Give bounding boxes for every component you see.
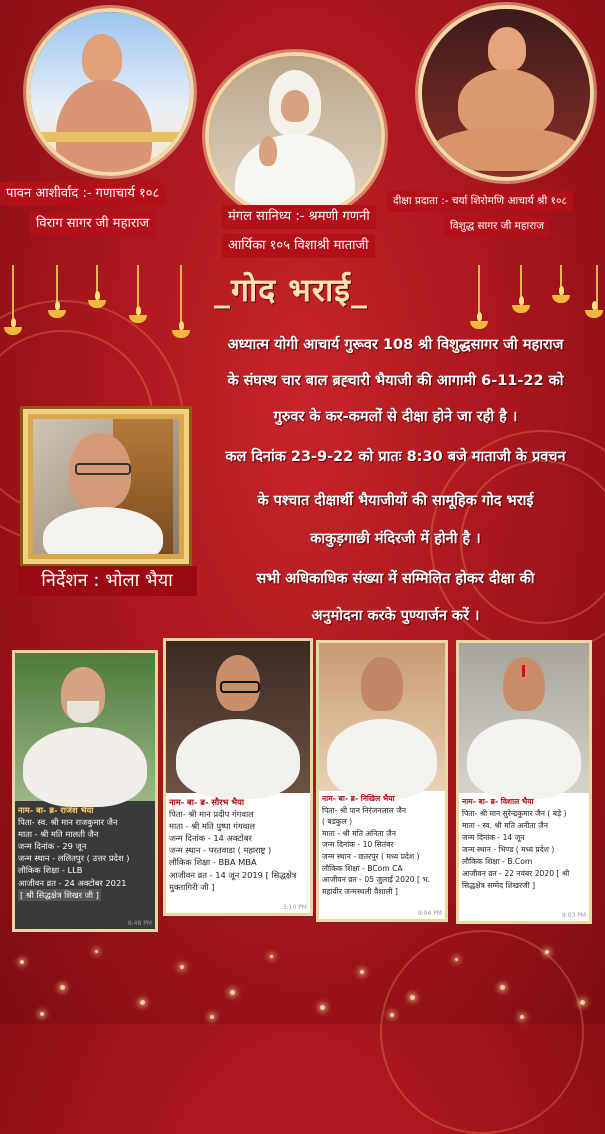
candidate-card-rajesh bbox=[12, 650, 158, 932]
candidate-details: नाम- बा- ब्र- राजेश भैया पिता- स्व. श्री मान राजकुमार जैन माता - श्री मति मालती जैन जन्म दिनांक - 29 जून जन्म स्थान - ललितपुर ( उत्तर प्रदेश ) लौकिक शिक्षा - LLB आजीवन व्रत - 24 अक्टोबर 2021 [ श्री सिद्धक्षेत्र शिखर जी ] bbox=[18, 805, 130, 900]
message-time: 9:03 PM bbox=[561, 912, 586, 919]
caption-virag-sagar: विराग सागर जी महाराज bbox=[30, 212, 155, 236]
candidate-card-saurabh bbox=[163, 638, 313, 916]
decorative-swirl bbox=[380, 930, 584, 1134]
acharya-vishuddh-sagar-photo bbox=[418, 5, 594, 181]
candidate-card-vishal bbox=[456, 640, 592, 924]
invitation-line: गुरुवर के कर-कमलों से दीक्षा होने जा रही है । bbox=[273, 409, 518, 425]
message-time: 8:48 PM bbox=[127, 920, 152, 927]
candidate-photo bbox=[166, 641, 310, 793]
caption-pawan-ashirwad: पावन आशीर्वाद :- गणाचार्य १०८ bbox=[0, 182, 165, 206]
message-time: 3:10 PM bbox=[282, 904, 307, 911]
invitation-line: कल दिनांक 23-9-22 को प्रातः 8:30 बजे माताजी के प्रवचन bbox=[225, 449, 566, 465]
invitation-line: के संघस्थ चार बाल ब्रह्चारी भैयाजी की आगामी 6-11-22 को bbox=[227, 373, 564, 389]
acharya-virag-sagar-photo bbox=[26, 8, 194, 176]
message-time: 9:04 PM bbox=[417, 910, 442, 917]
candidate-photo bbox=[459, 643, 589, 793]
bhola-bhaiya-photo bbox=[33, 419, 179, 554]
caption-diksha-pradata: दीक्षा प्रदाता :- चर्या शिरोमणि आचार्य श्री १०८ bbox=[387, 191, 573, 212]
page-title: _गोद भराई_ bbox=[214, 271, 369, 309]
candidate-card-nikhil bbox=[316, 640, 448, 922]
invitation-line: सभी अधिकाधिक संख्या में सम्मिलित होकर दीक्षा की bbox=[256, 571, 535, 587]
candidate-details: नाम- बा- ब्र- विशाल भैया पिता- श्री मान सुरेन्द्रकुमार जैन ( बड़े ) माता - स्व. श्री मति अनीता जैन जन्म दिनांक - 14 जून जन्म स्थान - भिण्ड ( मध्य प्रदेश ) लौकिक शिक्षा - B.Com आजीवन व्रत - 22 नवंबर 2020 [ श्री सिद्धक्षेत्र सम्मेद शिखरजी ] bbox=[462, 797, 570, 890]
invitation-line: अनुमोदना करके पुण्यार्जन करें । bbox=[311, 608, 480, 624]
caption-vishuddh-sagar: विशुद्ध सागर जी महाराज bbox=[444, 216, 550, 237]
candidate-details: नाम- बा- ब्र- सौरभ भैया पिता- श्री मान प्रदीप गंगवाल माता - श्री मति पुष्पा गंगवाल जन्म दिनांक - 14 अक्टोबर जन्म स्थान - परतवाडा ( महाराष्ट्र ) लौकिक शिक्षा - BBA MBA आजीवन व्रत - 14 जून 2019 [ सिद्धक्षेत्र मुक्तागिरी जी ] bbox=[169, 797, 297, 892]
caption-aryika: आर्यिका १०५ विशाश्री माताजी bbox=[222, 234, 375, 258]
invitation-line: के पश्चात दीक्षार्थी भैयाजीयों की सामूहिक गोद भराई bbox=[257, 493, 534, 509]
candidate-details: नाम- बा- ब्र- निखिल भैया पिता- श्री पान निरंजनलाल जैन ( बडकुल ) माता - श्री मति अनिता जैन जन्म दिनांक - 10 सितंबर जन्म स्थान - छतरपुर ( मध्य प्रदेश ) लौकिक शिक्षा - BCom CA आजीवन व्रत - 05 जुलाई 2020 [ भ. महावीर जन्मस्थली वैशाली ] bbox=[322, 794, 431, 896]
nirdeshan-label: निर्देशन : भोला भैया bbox=[17, 566, 197, 596]
caption-mangal-sanidhya: मंगल सानिध्य :- श्रमणी गणनी bbox=[222, 205, 376, 229]
invitation-line: अध्यात्म योगी आचार्य गुरूवर 108 श्री विशुद्धसागर जी महाराज bbox=[227, 337, 564, 353]
invitation-line: काकुड़गाछी मंदिरजी में होनी है । bbox=[310, 531, 481, 547]
aryika-vishashri-photo bbox=[205, 52, 385, 220]
candidate-photo bbox=[319, 643, 445, 791]
candidate-photo bbox=[15, 653, 155, 801]
bhola-bhaiya-portrait-frame bbox=[20, 406, 192, 567]
